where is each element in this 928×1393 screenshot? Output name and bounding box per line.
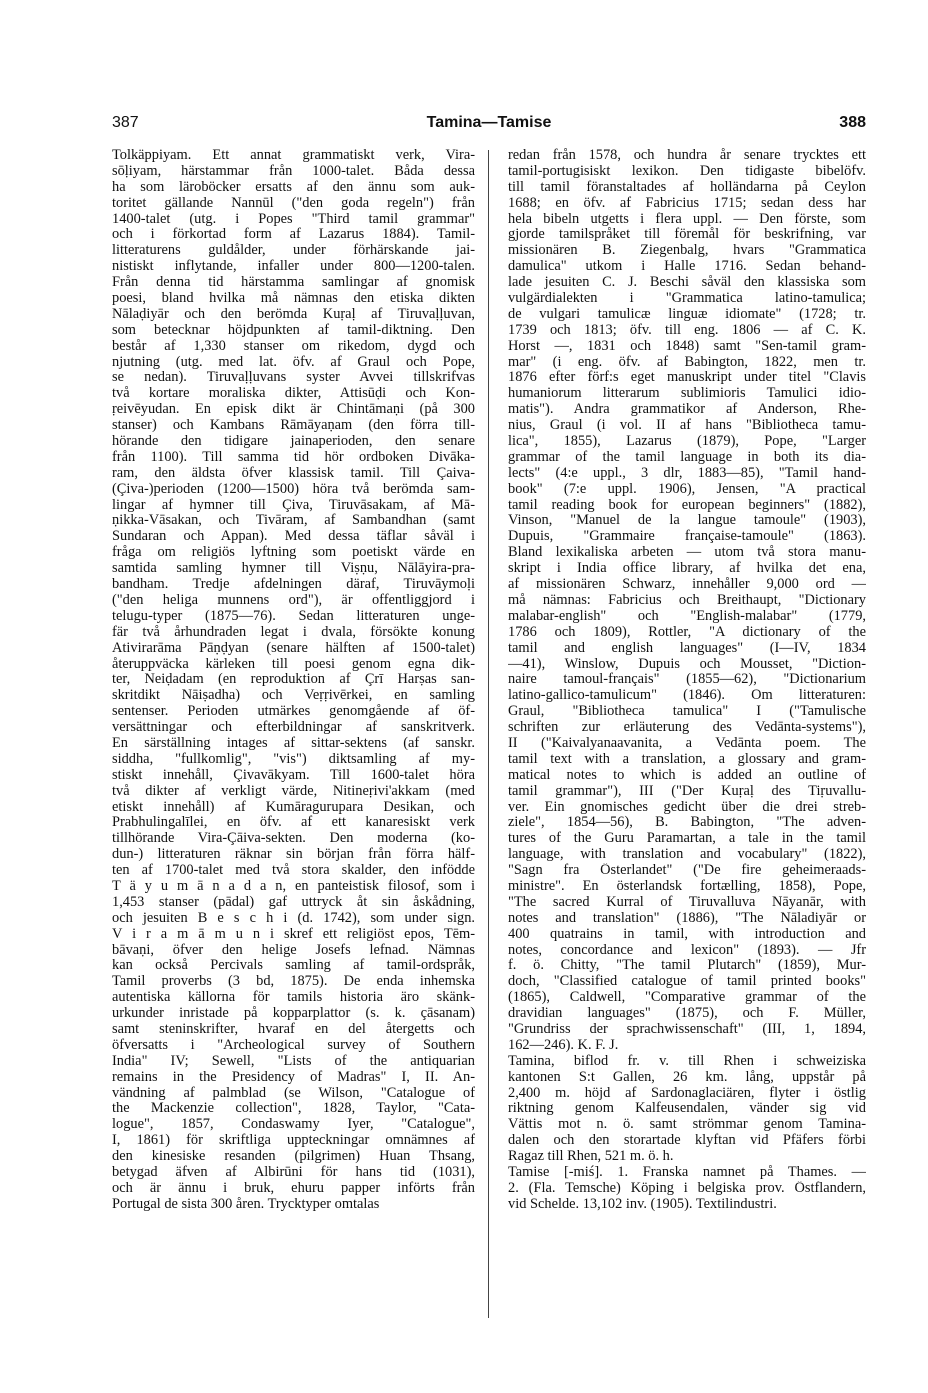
text-line: matical notes to which is added an outline of [508, 767, 866, 783]
text-line: grammar of the tamil language in both its dia- [508, 449, 866, 465]
text-line: Vättis mot n. ö. samt strömmar genom Tamina- [508, 1117, 866, 1133]
text-line: och jesuiten B e s c h i (d. 1742), som under sign. [112, 910, 475, 926]
text-line: Tolkäppiyam. Ett annat grammatiskt verk, Vira- [112, 148, 475, 163]
text-line: 400 quatrains in tamil, with introduction and [508, 926, 866, 942]
text-line: versättningar och efterbildningar af sanskritverk. [112, 720, 475, 736]
text-line: lingar af hymner till Çiva, Tiruvāsakam, af Mā- [112, 497, 475, 513]
text-line: Horst —, 1831 och 1848) samt "Sen-tamil gram- [508, 338, 866, 354]
text-line: tillhörande Vira-Çāiva-sekten. Den moderna (ko- [112, 831, 475, 847]
text-line: lica", 1855), Lazarus (1879), Pope, "Larger [508, 434, 866, 450]
text-line: mar" (i eng. öfv. af Babington, 1822, men tr. [508, 354, 866, 370]
text-line: den kinesiske resanden (pilgrimen) Huan Thsang, [112, 1149, 475, 1165]
text-line: nius, Graul (i vol. II af hans "Bibliotheca tamu- [508, 418, 866, 434]
left-column [112, 148, 475, 1318]
text-line: tamil and english languages" (I—IV, 1834 [508, 640, 866, 656]
text-line: bandham. Tredje afdelningen däraf, Tiruvāymoḷi [112, 577, 475, 593]
text-line: två dikter af verkligt värde, Nitineṛivi'akkam (med [112, 783, 475, 799]
text-line: ministre". En österlandsk fortælling, 1858), Pope, [508, 878, 866, 894]
text-line: sōḷiyam, härstammar från 1000-talet. Båda dessa [112, 163, 475, 179]
text-line: etiskt innehåll) af Kumāragurupara Desikan, och [112, 799, 475, 815]
text-line: ha som läroböcker ersatts af den ännu som auk- [112, 179, 475, 195]
text-line: de vulgari tamulicæ linguæ idiomate" (1728; tr. [508, 306, 866, 322]
right-column [508, 148, 866, 1318]
text-line: siddha, "fullkomlig", "vis") diktsamling af my- [112, 751, 475, 767]
text-line: ṇikka-Vāsakan, och Tivāram, af Sambandhan (samt [112, 513, 475, 529]
text-line: ram, den äldsta öfver klassisk tamil. Till Çaiva- [112, 465, 475, 481]
text-line: Från denna tid härstamma samlingar af gnomisk [112, 275, 475, 291]
text-line: "Sagn fra Österlandet" ("De fire geheimeraads- [508, 863, 866, 879]
text-line: matis"). Andra grammatikor af Anderson, Rhe- [508, 402, 866, 418]
text-line: 1400-talet (utg. i Popes "Third tamil grammar" [112, 211, 475, 227]
text-line: tamil-portugisiskt lexikon. Den tidigaste bibelöfv. [508, 163, 866, 179]
text-line: book" (7:e uppl. 1906), Jensen, "A practical [508, 481, 866, 497]
text-line: (1865), Caldwell, "Comparative grammar of the [508, 990, 866, 1006]
text-line: Graul, "Bibliotheca tamulica" I ("Tamulische [508, 704, 866, 720]
text-line: (Çiva-)perioden (1200—1500) höra två berömda sam- [112, 481, 475, 497]
text-line: 1,453 stanser (pādal) gaf uttryck åt sin åskådning, [112, 894, 475, 910]
page-number-right: 388 [839, 114, 866, 131]
text-line: Ragaz till Rhen, 521 m. ö. h. [508, 1149, 674, 1165]
text-line: 2. (Fla. Temsche) Köping i belgiska prov. Östflandern, [508, 1180, 866, 1196]
text-line: Tamil proverbs (3 bd, 1875). De enda inhemska [112, 974, 475, 990]
text-line: som betecknar höjdpunkten af tamil-diktning. Den [112, 322, 475, 338]
text-line: remains in the Presidency of Madras" I, II. An- [112, 1069, 475, 1085]
text-line: Nālaḍiyār och den berömda Kuṛaḷ af Tiruvaḷḷuvan, [112, 306, 475, 322]
text-line: återuppväcka kärleken till poesi genom egna dik- [112, 656, 475, 672]
text-line: kantonen S:t Gallen, 26 km. lång, uppstår på [508, 1069, 866, 1085]
column-divider [488, 150, 489, 1318]
text-line: —41), Winslow, Dupuis och Mousset, "Diction- [508, 656, 866, 672]
text-line: Ativirarāma Pāṇḍyan (senare hälften af 1500-talet) [112, 640, 475, 656]
text-line: II ("Kaivalyanaavanita, a Vedānta poem. The [508, 735, 866, 751]
text-line: består af 1,330 stanser om rikedom, dygd och [112, 338, 475, 354]
text-line: urkunder inristade på kopparplattor (s. k. çāsanam) [112, 1006, 475, 1022]
text-line: ten af 1700-talet med två stora skalder, den infödde [112, 863, 475, 879]
text-line: En särställning intages af sittar-sektens (af sanskr. [112, 735, 475, 751]
text-line: stanser) och Kambans Rāmāyaṇam (den förra till- [112, 418, 475, 434]
text-line: ṛeivēyudan. En episk dikt är Chintāmaṇi (på 300 [112, 402, 475, 418]
text-line: öfversatts i "Archeological survey of Southern [112, 1037, 475, 1053]
text-line: och är ännu i bruk, ehuru papper införts från [112, 1180, 475, 1196]
page-number-left: 387 [112, 114, 139, 131]
text-line: India" IV; Sewell, "Lists of the antiquarian [112, 1053, 475, 1069]
text-line: Bland lexikaliska arbeten — utom två stora manu- [508, 545, 866, 561]
text-line: missionären B. Ziegenbalg, hvars "Grammatica [508, 243, 866, 259]
text-line: tures of the Guru Paramartan, a tale in the tamil [508, 831, 866, 847]
text-line: stiskt innehåll, Çivavākyam. Till 1600-talet höra [112, 767, 475, 783]
text-line: 1739 och 1813; öfv. till eng. 1806 — af C. K. [508, 322, 866, 338]
text-line: 1786 och 1809), Rottler, "A dictionary of the [508, 624, 866, 640]
text-line: 1876 efter förf:s eget manuskript under titel "Clavis [508, 370, 866, 386]
text-line: fär två århundraden legat i dvala, försökte konung [112, 624, 475, 640]
text-line: till tamil föranstaltades af holländarna på Ceylon [508, 179, 866, 195]
page-header [112, 114, 866, 136]
text-line: fråga om religiös lyftning som poetiskt värde en [112, 545, 475, 561]
text-line: 1688; en öfv. af Fabricius 1715; sedan dess har [508, 195, 866, 211]
text-line: dalen och den storartade klyftan vid Pfäfers förbi [508, 1133, 866, 1149]
text-line: och i förkortad form af Lazarus 1884). Tamil- [112, 227, 475, 243]
text-line: language, with translation and vocabulary" (1822), [508, 847, 866, 863]
text-line: schriften zur erläuterung des Vedānta-systems"), [508, 720, 866, 736]
text-line: sentenser. Perioden utmärkes genomgående af öf- [112, 704, 475, 720]
text-line: "Grundriss der sprachwissenschaft" (III, 1, 1894, [508, 1021, 866, 1037]
text-line: naire tamoul-français" (1855—62), "Dictionarium [508, 672, 866, 688]
text-line: kan också Percivals samling af tamil-ordspråk, [112, 958, 475, 974]
text-line: toritet gällande Nannūl ("den goda regeln") från [112, 195, 475, 211]
text-line: skritdikt Nāiṣadha) och Veṛṛivērkei, en samling [112, 688, 475, 704]
text-line: lade jesuiten C. J. Beschi såväl den klassiska som [508, 275, 866, 291]
text-line: samtida samling hymner till Viṣṇu, Nālāyira-pra- [112, 561, 475, 577]
text-line: må nämnas: Fabricius och Breithaupt, "Dictionary [508, 592, 866, 608]
text-line: redan från 1578, och hundra år senare trycktes ett [508, 148, 866, 163]
text-line: logue", 1857, Condaswamy Iyer, "Catalogue", [112, 1117, 475, 1133]
text-line: f. ö. Chitty, "The tamil Plutarch" (1859), Mur- [508, 958, 866, 974]
text-line: dun-) litteraturen räknar sin början från förra hälf- [112, 847, 475, 863]
text-line: Prabhulingalīlei, en öfv. af ett kanaresiskt verk [112, 815, 475, 831]
text-line: malabar-english" och "English-malabar" (1779, [508, 608, 866, 624]
text-line: betygad äfven af Albirūni för hans tid (1031), [112, 1165, 475, 1180]
text-line: notes, concordance and lexicon" (1893). — Jfr [508, 942, 866, 958]
text-line: ziele", 1854—56), B. Babington, "The adven- [508, 815, 866, 831]
text-line: njutning (utg. med lat. öfv. af Graul och Pope, [112, 354, 475, 370]
text-line: damulica" utkom i Halle 1716. Sedan behand- [508, 259, 866, 275]
text-line: ter, Neiḍadam (en reproduktion af Çrī Harṣas san- [112, 672, 475, 688]
text-line: Tamina, biflod fr. v. till Rhen i schweiziska [508, 1053, 866, 1069]
text-line: litteraturens guldålder, under förhärskande jai- [112, 243, 475, 259]
text-line: skript i India office library, af hvilka det ena, [508, 561, 866, 577]
text-line: latino-gallico-tamulicum" (1846). Om litteraturen: [508, 688, 866, 704]
text-line: två kortare moraliska dikter, Attisūḍi och Kon- [112, 386, 475, 402]
text-line: vid Schelde. 13,102 inv. (1905). Textilindustri. [508, 1196, 777, 1212]
text-line: hela bibeln utgetts i flera uppl. — Den förste, som [508, 211, 866, 227]
text-line: ("den heliga munnens ord"), är offentliggjord i [112, 592, 475, 608]
text-line: autentiska källorna för tamils historia äro skänk- [112, 990, 475, 1006]
text-line: från 1100). Till samma tid hör ordboken Divāka- [112, 449, 475, 465]
text-line: tamil reading book for european beginners" (1882), [508, 497, 866, 513]
text-line: I, 1861) för skriftliga uppteckningar omnämnes af [112, 1133, 475, 1149]
text-line: gjorde tamilspråket till föremål för beskrifning, var [508, 227, 866, 243]
text-line: the Mackenzie collection", 1828, Taylor, "Cata- [112, 1101, 475, 1117]
text-line: af missionären Schwarz, innehåller 9,000 ord — [508, 577, 866, 593]
running-title: Tamina—Tamise [426, 114, 552, 131]
text-line: "The sacred Kurral of Tiruvalluva Nāyanār, with [508, 894, 866, 910]
text-line: vulgärdialekten i "Grammatica latino-tamulica; [508, 291, 866, 307]
text-line: T ä y u m ā n a d a n, en panteistisk filosof, som i [112, 878, 475, 894]
text-line: tamil text with a translation, a glossary and gram- [508, 751, 866, 767]
text-line: samt steninskrifter, hvaraf en del återgetts och [112, 1021, 475, 1037]
text-line: Vinson, "Manuel de la langue tamoule" (1903), [508, 513, 866, 529]
text-line: Portugal de sista 300 åren. Trycktyper omtalas [112, 1196, 380, 1212]
text-line: humaniorum litterarum sublimioris Tamulici idio- [508, 386, 866, 402]
text-line: 2,400 m. höjd af Sardonaglaciären, flyter i östlig [508, 1085, 866, 1101]
text-line: bāvaṇi, öfver den helige Josefs lefnad. Nämnas [112, 942, 475, 958]
text-line: vändning af palmblad (se Wilson, "Catalogue of [112, 1085, 475, 1101]
text-line: telugu-typer (1875—76). Sedan litteraturen unge- [112, 608, 475, 624]
text-line: Sundaran och Appan). Med dessa täflar såväl i [112, 529, 475, 545]
text-line: Tamise [-miś]. 1. Franska namnet på Thames. — [508, 1165, 866, 1180]
text-line: lects" (4:e uppl., 3 dlr, 1883—85), "Tamil hand- [508, 465, 866, 481]
text-line: hörande den tidigare jainaperioden, den senare [112, 434, 475, 450]
text-line: notes and translation" (1886), "The Nāladiyār or [508, 910, 866, 926]
text-line: 162—246). K. F. J. [508, 1037, 619, 1053]
text-line: doch, "Classified catalogue of tamil printed books" [508, 974, 866, 990]
text-line: tamil grammar"), III ("Der Kuṛaḷ des Tiṛuvallu- [508, 783, 866, 799]
text-line: V i r a m ā m u n i skref ett religiöst epos, Tēm- [112, 926, 475, 942]
text-line: poesi, bland hvilka må nämnas den etiska dikten [112, 291, 475, 307]
text-line: Dupuis, "Grammaire française-tamoule" (1863). [508, 529, 866, 545]
text-line: se nedan). Tiruvaḷḷuvans syster Avvei tillskrifvas [112, 370, 475, 386]
text-line: ver. Ein gnomisches gedicht über die drei streb- [508, 799, 866, 815]
text-line: nistiskt inflytande, infaller under 800—1200-talen. [112, 259, 475, 275]
text-line: riktning genom Kalfeusendalen, vänder sig vid [508, 1101, 866, 1117]
text-line: dravidian languages" (1875), och F. Müller, [508, 1006, 866, 1022]
